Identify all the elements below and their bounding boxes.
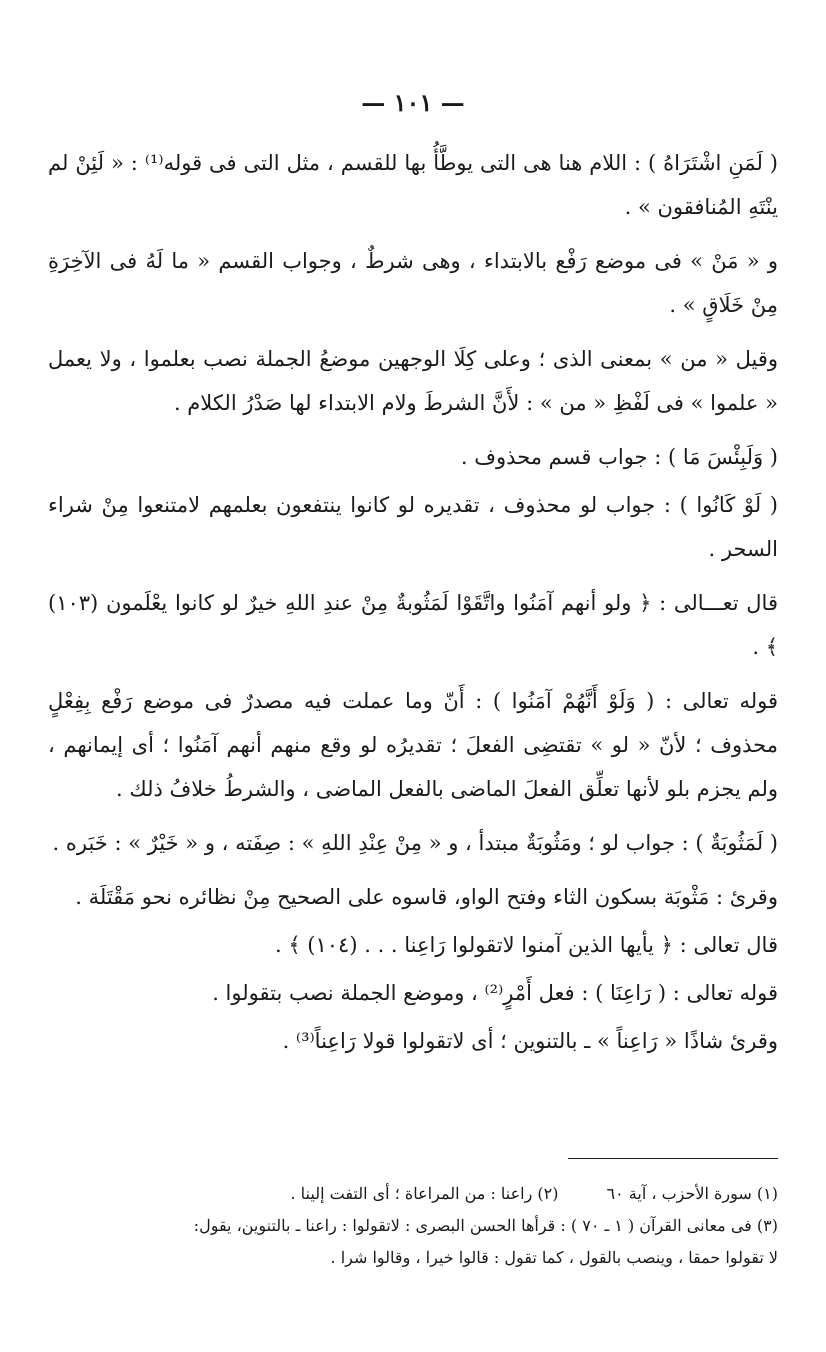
footnote-divider [568, 1158, 778, 1159]
paragraph-3: وقيل « من » بمعنى الذى ؛ وعلى كِلَا الوجهين موضعُ الجملة نصب بعلموا ، ولا يعمل « علموا » فى لَفْظِ « من » : لأَنَّ الشرطَ ولام الابتداء لها صَدْرُ الكلام . [48, 347, 778, 415]
page-number: — ١٠١ — [361, 88, 465, 117]
footnote-3-line-1: (٣) فى معانى القرآن ( ١ ـ ٧٠ ) : قرأها الحسن البصرى : لاتقولوا : راعنا ـ بالتنوين، يقول: [193, 1216, 778, 1235]
footnote-3-line-2: لا تقولوا حمقا ، وينصب بالقول ، كما تقول : قالوا خيرا ، وقالوا شرا . [330, 1248, 778, 1267]
paragraph-9: وقرئ : مَثْوبَة بسكون الثاء وفتح الواو، قاسوه على الصحيح مِنْ نظائره نحو مَقْتَلَة . [75, 885, 778, 909]
paragraph-5: ( لَوْ كَانُوا ) : جواب لو محذوف ، تقديره لو كانوا ينتفعون بعلمهم لامتنعوا مِنْ شراء السحر . [48, 493, 778, 561]
paragraph-10: قال تعالى : ﴿ يأيها الذين آمنوا لاتقولوا رَاعِنا . . . (١٠٤) ﴾ . [274, 933, 778, 957]
paragraph-11: قوله تعالى : ( رَاعِنَا ) : فعل أَمْرٍ⁽²⁾ ، وموضع الجملة نصب بتقولوا . [212, 981, 778, 1005]
paragraph-1: ( لَمَنِ اشْتَرَاهُ ) : اللام هنا هى التى يوطَّأُ بها للقسم ، مثل التى فى قوله⁽¹⁾ : « لَئِنْ لم ينْتَهِ المُنافقون » . [48, 151, 778, 219]
footnote-row-1 [48, 1178, 778, 1210]
paragraph-2: و « مَنْ » فى موضع رَفْع بالابتداء ، وهى شرطٌ ، وجواب القسم « ما لَهُ فى الآخِرَةِ مِنْ خَلَاقٍ » . [48, 249, 778, 317]
paragraph-7: قوله تعالى : ( وَلَوْ أَنَّهُمْ آمَنُوا ) : أَنّ وما عملت فيه مصدرٌ فى موضع رَفْع بِفِعْلٍ محذوف ؛ لأنّ « لو » تقتضِى الفعلَ ؛ تقديرُه لو وقع منهم أنهم آمَنُوا ؛ أى إيمانهم ، ولم يجزم بلو لأنها تعلِّق الفعلَ الماضى بالفعل الماضى ، والشرطُ خلافُ ذلك . [48, 689, 778, 801]
footnotes [48, 1178, 778, 1274]
footnote-2: (٢) راعنا : من المراعاة ؛ أى التفت إلينا . [290, 1184, 559, 1203]
paragraph-8: ( لَمَثُوبَةٌ ) : جواب لو ؛ ومَثُوبَةٌ مبتدأ ، و « مِنْ عِنْدِ اللهِ » : صِفَته ، و « خَيْرٌ » : خَبَره . [52, 831, 778, 855]
paragraph-12: وقرئ شاذًا « رَاعِناً » ـ بالتنوين ؛ أى لاتقولوا قولا رَاعِناً⁽³⁾ . [282, 1029, 778, 1053]
paragraph-6: قال تعـــالى : ﴿ ولو أنهم آمَنُوا واتَّقَوْا لَمَثُوبةٌ مِنْ عندِ اللهِ خيرٌ لو كانوا يعْلَمون (١٠٣) ﴾ . [48, 591, 778, 659]
paragraph-4: ( وَلَبِئْسَ مَا ) : جواب قسم محذوف . [460, 445, 778, 469]
footnote-1: (١) سورة الأحزب ، آية ٦٠ [606, 1184, 778, 1203]
